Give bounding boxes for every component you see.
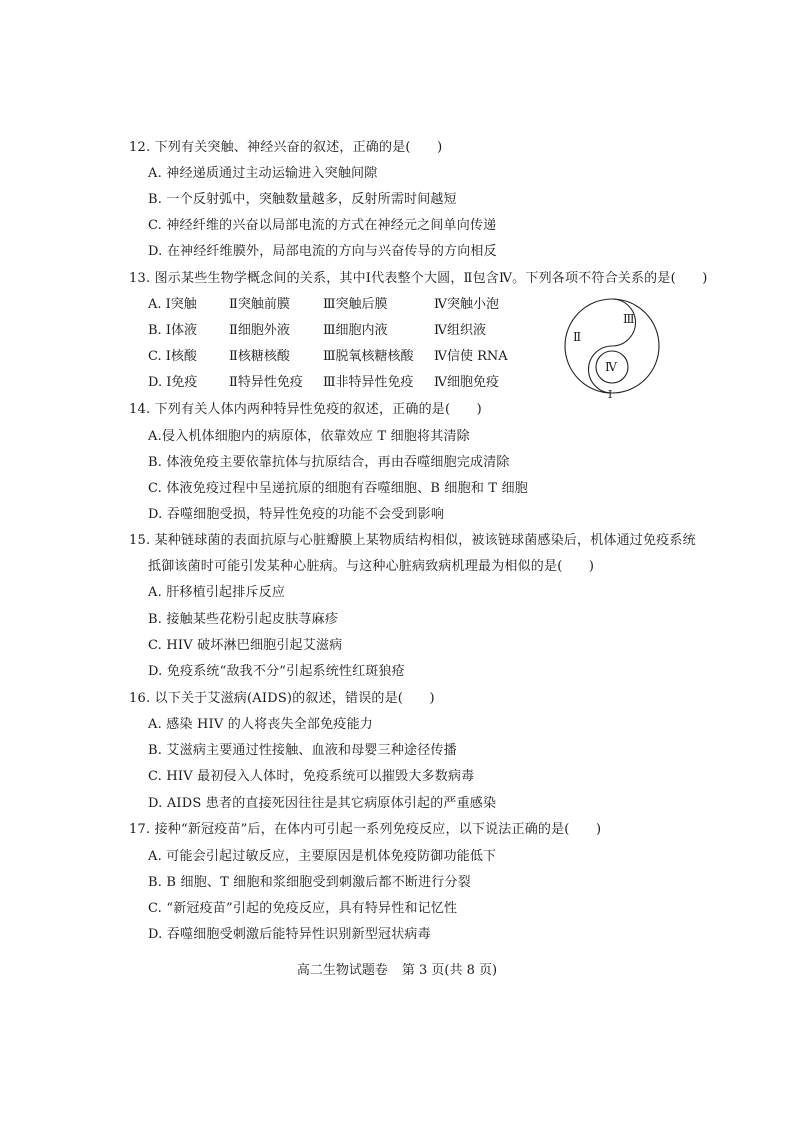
question-13-option-c-col3: Ⅲ脱氧核糖核酸 — [323, 349, 414, 364]
question-17-option-b: B. B 细胞、T 细胞和浆细胞受到刺激后都不断进行分裂 — [148, 875, 471, 890]
label-IV: Ⅳ — [605, 360, 617, 374]
question-12-stem: 12. 下列有关突触、神经兴奋的叙述，正确的是( ) — [129, 140, 443, 155]
question-15-option-d: D. 免疫系统“敌我不分”引起系统性红斑狼疮 — [148, 664, 405, 679]
question-15-stem-line-2: 抵御该菌时可能引发某种心脏病。与这种心脏病致病机理最为相似的是( ) — [148, 559, 595, 574]
question-13-option-b-col1: B. Ⅰ体液 — [148, 323, 197, 338]
question-14-option-b: B. 体液免疫主要依靠抗体与抗原结合，再由吞噬细胞完成清除 — [148, 455, 510, 470]
question-13-option-b-col2: Ⅱ细胞外液 — [229, 323, 290, 338]
question-13-option-c-col4: Ⅳ信使 RNA — [434, 349, 508, 364]
question-16-stem: 16. 以下关于艾滋病(AIDS)的叙述，错误的是( ) — [129, 691, 435, 706]
footer-page-number: 第 3 页(共 8 页) — [401, 963, 498, 978]
question-14-option-d: D. 吞噬细胞受损，特异性免疫的功能不会受到影响 — [148, 507, 445, 522]
question-13-option-b-col3: Ⅲ细胞内液 — [323, 323, 388, 338]
question-13-option-a-col1: A. Ⅰ突触 — [148, 297, 197, 312]
question-13-option-c-col2: Ⅱ核糖核酸 — [229, 349, 290, 364]
question-12-option-b: B. 一个反射弧中，突触数量越多，反射所需时间越短 — [148, 192, 457, 207]
page-footer — [0, 962, 794, 980]
question-17-stem: 17. 接种“新冠疫苗”后，在体内可引起一系列免疫反应，以下说法正确的是( ) — [129, 822, 602, 837]
question-16-option-b: B. 艾滋病主要通过性接触、血液和母婴三种途径传播 — [148, 743, 457, 758]
question-13-option-d-col3: Ⅲ非特异性免疫 — [323, 375, 414, 390]
question-14-option-c: C. 体液免疫过程中呈递抗原的细胞有吞噬细胞、B 细胞和 T 细胞 — [148, 481, 528, 496]
concept-relationship-diagram — [555, 296, 675, 400]
footer-title: 高二生物试题卷 — [296, 963, 388, 978]
question-13-option-d-col2: Ⅱ特异性免疫 — [229, 375, 303, 390]
question-16-option-a: A. 感染 HIV 的人将丧失全部免疫能力 — [148, 717, 373, 732]
label-II: Ⅱ — [573, 330, 582, 344]
question-13-stem: 13. 图示某些生物学概念间的关系，其中Ⅰ代表整个大圆，Ⅱ包含Ⅳ。下列各项不符合关系的是( ) — [129, 271, 708, 286]
question-17-option-c: C. “新冠疫苗”引起的免疫反应，具有特异性和记忆性 — [148, 901, 458, 916]
question-13-option-d-col4: Ⅳ细胞免疫 — [434, 375, 499, 390]
question-12-option-c: C. 神经纤维的兴奋以局部电流的方式在神经元之间单向传递 — [148, 218, 497, 233]
label-I: Ⅰ — [608, 388, 613, 400]
question-15-stem-line-1: 15. 某种链球菌的表面抗原与心脏瓣膜上某物质结构相似，被该链球菌感染后，机体通过免疫系统 — [129, 533, 696, 548]
question-17-option-a: A. 可能会引起过敏反应，主要原因是机体免疫防御功能低下 — [148, 849, 497, 864]
question-15-option-c: C. HIV 破坏淋巴细胞引起艾滋病 — [148, 638, 343, 653]
question-14-stem: 14. 下列有关人体内两种特异性免疫的叙述，正确的是( ) — [129, 402, 482, 417]
question-13-option-a-col4: Ⅳ突触小泡 — [434, 297, 499, 312]
question-15-option-b: B. 接触某些花粉引起皮肤荨麻疹 — [148, 612, 339, 627]
question-15-option-a: A. 肝移植引起排斥反应 — [148, 585, 286, 600]
question-12-option-a: A. 神经递质通过主动运输进入突触间隙 — [148, 166, 378, 181]
question-13-option-a-col2: Ⅱ突触前膜 — [229, 297, 290, 312]
question-13-option-d-col1: D. Ⅰ免疫 — [148, 375, 198, 390]
question-16-option-d: D. AIDS 患者的直接死因往往是其它病原体引起的严重感染 — [148, 796, 497, 811]
label-III: Ⅲ — [623, 312, 635, 326]
question-13-option-b-col4: Ⅳ组织液 — [434, 323, 486, 338]
question-16-option-c: C. HIV 最初侵入人体时，免疫系统可以摧毁大多数病毒 — [148, 769, 475, 784]
question-13-option-c-col1: C. Ⅰ核酸 — [148, 349, 197, 364]
question-17-option-d: D. 吞噬细胞受刺激后能特异性识别新型冠状病毒 — [148, 927, 431, 942]
question-13-option-a-col3: Ⅲ突触后膜 — [323, 297, 388, 312]
question-12-option-d: D. 在神经纤维膜外，局部电流的方向与兴奋传导的方向相反 — [148, 244, 497, 259]
question-14-option-a: A.侵入机体细胞内的病原体，依靠效应 T 细胞将其清除 — [148, 429, 470, 444]
